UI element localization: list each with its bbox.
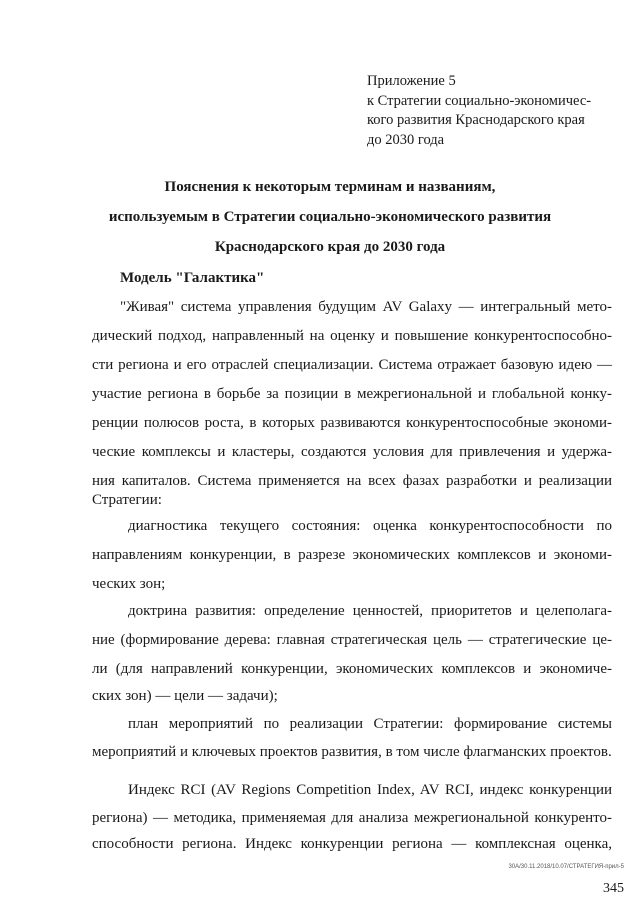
page-number: 345: [603, 881, 624, 896]
document-code: 30А/30.11.2018/10.07/СТРАТЕГИЯ-прил-5: [508, 864, 624, 870]
paragraph-line: ческих зон;: [92, 576, 166, 592]
paragraph-line: "Живая" система управления будущим AV Galaxy — интегральный мето-: [120, 299, 612, 315]
heading-line: используемым в Стратегии социально-экономического развития: [108, 209, 552, 225]
paragraph-line: региона) — методика, применяемая для анализа межрегиональной конкуренто-: [92, 810, 612, 826]
paragraph-line: ния капиталов. Система применяется на всех фазах разработки и реализации: [92, 473, 612, 489]
section-title: Модель "Галактика": [120, 270, 265, 286]
paragraph-line: направлениям конкуренции, в разрезе экономических комплексов и экономи-: [92, 547, 612, 563]
paragraph-line: ческие комплексы и кластеры, создаются условия для привлечения и удержа-: [92, 444, 612, 460]
paragraph-line: сти региона и его отраслей специализации. Система отражает базовую идею —: [92, 357, 612, 373]
heading-line: Пояснения к некоторым терминам и названиям,: [164, 179, 496, 195]
appendix-line: кого развития Краснодарского края: [367, 112, 585, 128]
document-heading: [100, 172, 560, 262]
paragraph-line: ренции полюсов роста, в которых развиваются конкурентоспособные экономи-: [92, 415, 612, 431]
paragraph-line: план мероприятий по реализации Стратегии: формирование системы: [128, 716, 612, 732]
paragraph-line: ние (формирование дерева: главная стратегическая цель — стратегические це-: [92, 632, 612, 648]
heading-line: Краснодарского края до 2030 года: [214, 239, 446, 255]
paragraph-line: Стратегии:: [92, 492, 162, 508]
appendix-line: до 2030 года: [367, 131, 445, 148]
paragraph-line: дический подход, направленный на оценку и повышение конкурентоспособно-: [92, 328, 612, 344]
paragraph-line: доктрина развития: определение ценностей, приоритетов и целеполага-: [128, 603, 612, 619]
paragraph-line: диагностика текущего состояния: оценка конкурентоспособности по: [128, 518, 612, 534]
appendix-line: к Стратегии социально-экономичес-: [367, 92, 592, 109]
paragraph-line: способности региона. Индекс конкуренции региона — комплексная оценка,: [92, 836, 612, 852]
appendix-reference: [367, 72, 627, 150]
paragraph-line: Индекс RCI (AV Regions Competition Index, AV RCI, индекс конкуренции: [128, 782, 612, 798]
paragraph-line: участие региона в борьбе за позиции в межрегиональной и глобальной конку-: [92, 386, 612, 402]
appendix-line: Приложение 5: [367, 73, 456, 89]
paragraph-line: мероприятий и ключевых проектов развития, в том числе флагманских проектов.: [92, 744, 612, 760]
paragraph-line: ли (для направлений конкуренции, экономических комплексов и экономиче-: [92, 661, 612, 677]
paragraph-line: ских зон) — цели — задачи);: [92, 688, 278, 704]
